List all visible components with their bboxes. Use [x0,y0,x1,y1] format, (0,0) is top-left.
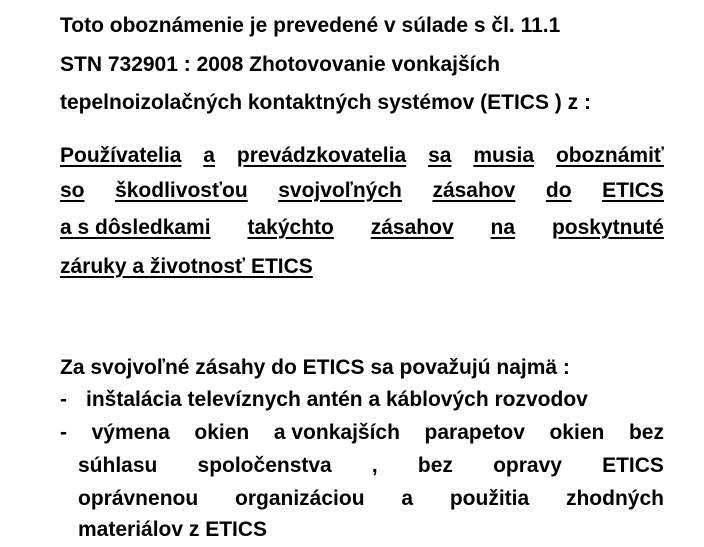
word: ETICS [602,454,664,477]
list-item-2-line-4: materiálov z ETICS [78,518,268,541]
word: bez [628,421,664,444]
word: súhlasu [78,454,158,477]
warning-line-1 [60,143,664,169]
word: svojvoľných [278,179,402,202]
word: bez [417,454,453,477]
list-item-2-line-3 [78,486,664,512]
list-item-2-line-2 [78,453,664,479]
word: poskytnuté [551,216,664,239]
list-item-2-line-1 [60,420,664,446]
word: výmena [91,421,170,444]
list-heading: Za svojvoľné zásahy do ETICS sa považujú najmä : [60,356,570,379]
warning-line-2 [60,178,664,204]
word: a [203,144,215,167]
word: , [371,454,378,477]
list-item-text: inštalácia televíznych antén a káblových rozvodov [86,388,588,411]
warning-line-3 [60,215,664,241]
word: a [401,487,414,510]
warning-line-4: záruky a životnosť ETICS [60,255,313,278]
word: Používatelia [60,144,182,167]
word: opravy [493,454,562,477]
list-item-1 [60,387,588,413]
word: zhodných [565,487,664,510]
word: do [545,179,572,202]
list-marker: - [60,421,67,444]
word: zásahov [370,216,454,239]
word: organizáciou [235,487,365,510]
word: okien [549,421,605,444]
word: použitia [449,487,530,510]
word: oboznámiť [555,144,664,167]
word: takýchto [247,216,334,239]
word: zásahov [432,179,516,202]
word: škodlivosťou [115,179,248,202]
word: oprávnenou [78,487,199,510]
word: musia [473,144,535,167]
intro-line-3: tepelnoizolačných kontaktných systémov (ETICS ) z : [60,91,591,114]
word: na [490,216,516,239]
list-marker: - [60,388,67,411]
word: a vonkajších [273,421,400,444]
word: a s dôsledkami [60,216,211,239]
intro-line-2: STN 732901 : 2008 Zhotovovanie vonkajších [60,53,501,76]
word: okien [194,421,250,444]
word: ETICS [602,179,664,202]
word: sa [428,144,452,167]
intro-line-1: Toto oboznámenie je prevedené v súlade s čl. 11.1 [60,14,561,37]
word: prevádzkovatelia [236,144,407,167]
word: spoločenstva [197,454,332,477]
word: parapetov [424,421,525,444]
word: so [60,179,85,202]
